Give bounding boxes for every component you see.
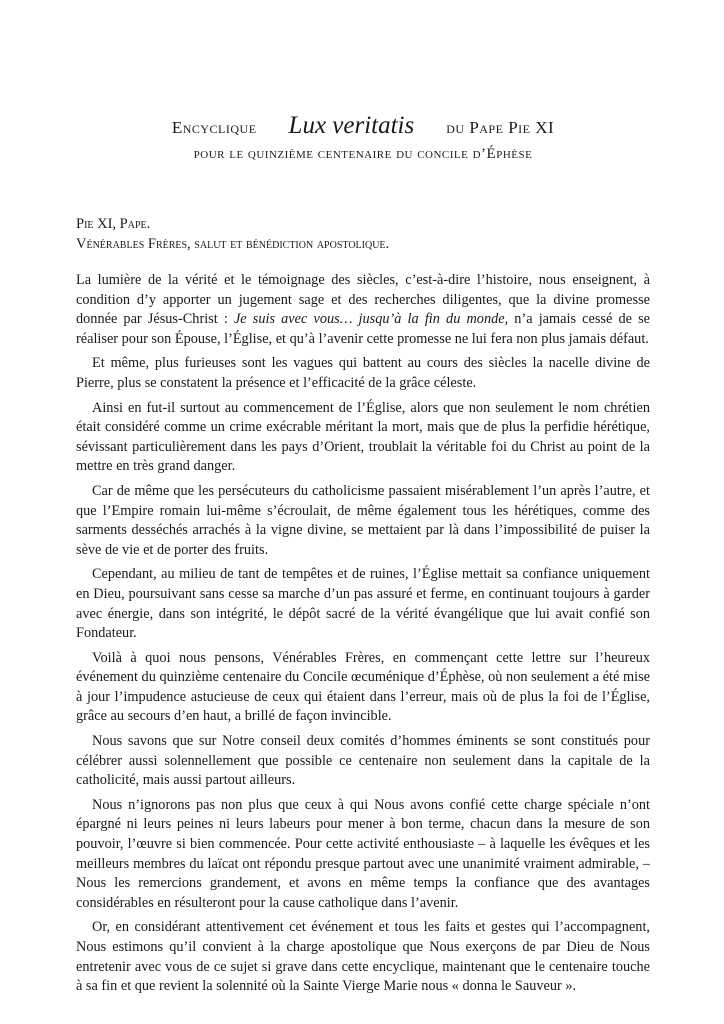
paragraph-2: Et même, plus furieuses sont les vagues qui battent au cours des siècles la nacelle divine de Pierre, plus se constatent la présence et l’efficacité de la grâce céleste. bbox=[76, 355, 650, 391]
salutation bbox=[76, 214, 650, 254]
paragraph-5: Cependant, au milieu de tant de tempêtes et de ruines, l’Église mettait sa confiance uniquement en Dieu, poursuivant sans cesse sa marche d’un pas assuré et ferme, en continuant toujours à garder avec énergie, dans son intégrité, le dépôt sacré de la vérité évangélique que lui avait confié son Fondateur. bbox=[76, 566, 650, 642]
paragraph-9: Or, en considérant attentivement cet événement et tous les faits et gestes qui l’accompagnent, Nous estimons qu’il convient à la charge apostolique que Nous exerçons de par Dieu de Nous entretenir avec vous de ce sujet si grave dans cette encyclique, maintenant que le centenaire touche à sa fin et que revient la solennité où la Sainte Vierge Marie nous « donna le Sauveur ». bbox=[76, 919, 650, 995]
document-subtitle: pour le quinzième centenaire du concile d’Éphèse bbox=[193, 146, 533, 162]
salutation-line-2: Vénérables Frères, salut et bénédiction apostolique. bbox=[76, 236, 390, 252]
paragraph-1-part-a: La lumière de la vérité et le témoignage des siècles, c’est-à-dire l’histoire, nous enseignent, à condition d’y apporter un jugement sage et des recherches diligentes, que la divine promesse donnée par Jésus-Christ : bbox=[76, 272, 650, 328]
paragraph-1-part-b: n’a jamais cessé de se réaliser pour son Épouse, l’Église, et qu’à l’avenir cette promesse ne lui fera non plus jamais défaut. bbox=[76, 311, 650, 347]
scripture-quote: Je suis avec vous… jusqu’à la fin du monde, bbox=[233, 311, 509, 328]
encyclical-title: Lux veritatis bbox=[288, 112, 415, 139]
document-title bbox=[76, 112, 650, 140]
title-author: du Pape Pie XI bbox=[446, 118, 555, 137]
paragraph-7: Nous savons que sur Notre conseil deux comités d’hommes éminents se sont constitués pour célébrer aussi solennellement que possible ce centenaire non seulement dans la capitale de la catholicité, mais aussi partout ailleurs. bbox=[76, 733, 650, 789]
body-text bbox=[76, 271, 650, 1002]
paragraph-3: Ainsi en fut-il surtout au commencement de l’Église, alors que non seulement le nom chrétien était considéré comme un crime exécrable méritant la mort, mais que de plus la perfidie hérétique, sévissant particulièrement dans les pays d’Orient, troublait la véritable foi du Christ au point de la mettre en très grand danger. bbox=[76, 399, 650, 475]
paragraph-1 bbox=[76, 271, 650, 349]
paragraph-4: Car de même que les persécuteurs du catholicisme passaient misérablement l’un après l’autre, et que l’Empire romain lui-même s’écroulait, de même également tous les hérétiques, comme des sarments desséchés arrachés à la vigne divine, se mettaient par là dans l’impossibilité de puiser la sève de vie et de porter des fruits. bbox=[76, 482, 650, 558]
salutation-line-1: Pie XI, Pape. bbox=[76, 216, 151, 232]
paragraph-8: Nous n’ignorons pas non plus que ceux à qui Nous avons confié cette charge spéciale n’ont épargné ni leurs peines ni leurs labeurs pour mener à bon terme, chacun dans la mesure de son pouvoir, l’œuvre si bien commencée. Pour cette activité enthousiaste – à laquelle les évêques et les meilleurs membres du laïcat ont répondu presque partout avec une unanimité vraiment admirable, – Nous les remercions grandement, et avons en même temps la confiance que des avantages considérables en résulteront pour la cause catholique dans l’avenir. bbox=[76, 796, 650, 911]
title-prefix: Encyclique bbox=[171, 118, 257, 137]
paragraph-6: Voilà à quoi nous pensons, Vénérables Frères, en commençant cette lettre sur l’heureux événement du quinzième centenaire du Concile œcuménique d’Éphèse, où non seulement a été mise à jour l’impudence astucieuse de ceux qui étaient dans l’erreur, mais où de plus la foi de l’Église, grâce au secours d’en haut, a brillé de façon invincible. bbox=[76, 649, 650, 725]
